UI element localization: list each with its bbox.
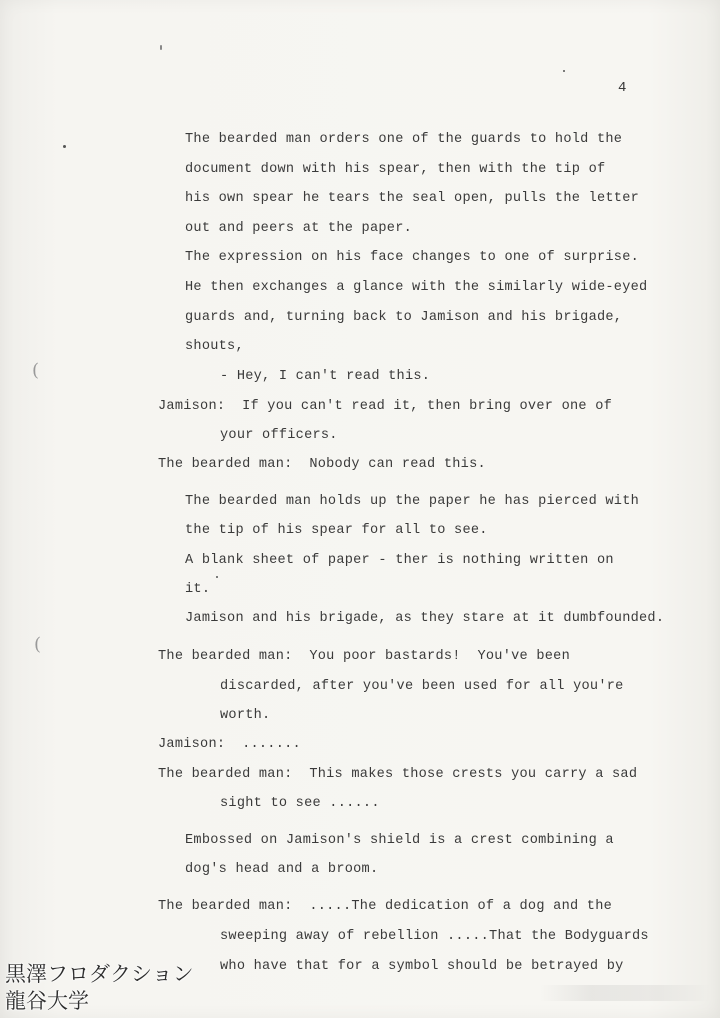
ink-speck <box>216 576 218 578</box>
dialogue-line: worth. <box>220 708 271 723</box>
paper-smudge <box>540 985 710 1001</box>
script-line: his own spear he tears the seal open, pulls the letter <box>185 191 640 206</box>
script-line: The expression on his face changes to one of surprise. <box>185 250 640 265</box>
script-line: document down with his spear, then with the tip of <box>185 162 606 177</box>
dialogue-line: your officers. <box>220 428 338 443</box>
script-line: out and peers at the paper. <box>185 221 413 236</box>
page-number: 4 <box>618 80 627 96</box>
watermark-university: 龍谷大学 <box>5 989 89 1013</box>
script-line: A blank sheet of paper - ther is nothing written on <box>185 553 614 568</box>
dialogue-line: - Hey, I can't read this. <box>220 369 431 384</box>
ink-speck <box>63 145 66 148</box>
dialogue-line: sweeping away of rebellion .....That the Bodyguards <box>220 929 649 944</box>
dialogue-line: Jamison: If you can't read it, then bring over one of <box>158 399 613 414</box>
script-line: Embossed on Jamison's shield is a crest combining a <box>185 833 614 848</box>
punch-mark: ( <box>34 634 42 655</box>
ink-speck <box>563 70 565 72</box>
script-line: shouts, <box>185 339 244 354</box>
ink-speck <box>160 45 162 50</box>
script-line: dog's head and a broom. <box>185 862 379 877</box>
dialogue-line: sight to see ...... <box>220 796 380 811</box>
script-line: Jamison and his brigade, as they stare at it dumbfounded. <box>185 611 665 626</box>
script-line: The bearded man holds up the paper he has pierced with <box>185 494 640 509</box>
dialogue-line: The bearded man: This makes those crests you carry a sad <box>158 767 638 782</box>
dialogue-line: discarded, after you've been used for all you're <box>220 679 624 694</box>
dialogue-line: The bearded man: You poor bastards! You've been <box>158 649 570 664</box>
dialogue-line: The bearded man: .....The dedication of a dog and the <box>158 899 613 914</box>
script-line: The bearded man orders one of the guards to hold the <box>185 132 623 147</box>
dialogue-line: who have that for a symbol should be betrayed by <box>220 959 624 974</box>
dialogue-line: The bearded man: Nobody can read this. <box>158 457 486 472</box>
script-line: the tip of his spear for all to see. <box>185 523 488 538</box>
script-line: guards and, turning back to Jamison and his brigade, <box>185 310 623 325</box>
watermark-production: 黒澤フロダクション <box>5 962 194 986</box>
punch-mark: ( <box>32 360 40 381</box>
script-line: it. <box>185 582 211 597</box>
script-line: He then exchanges a glance with the similarly wide-eyed <box>185 280 648 295</box>
dialogue-line: Jamison: ....... <box>158 737 301 752</box>
